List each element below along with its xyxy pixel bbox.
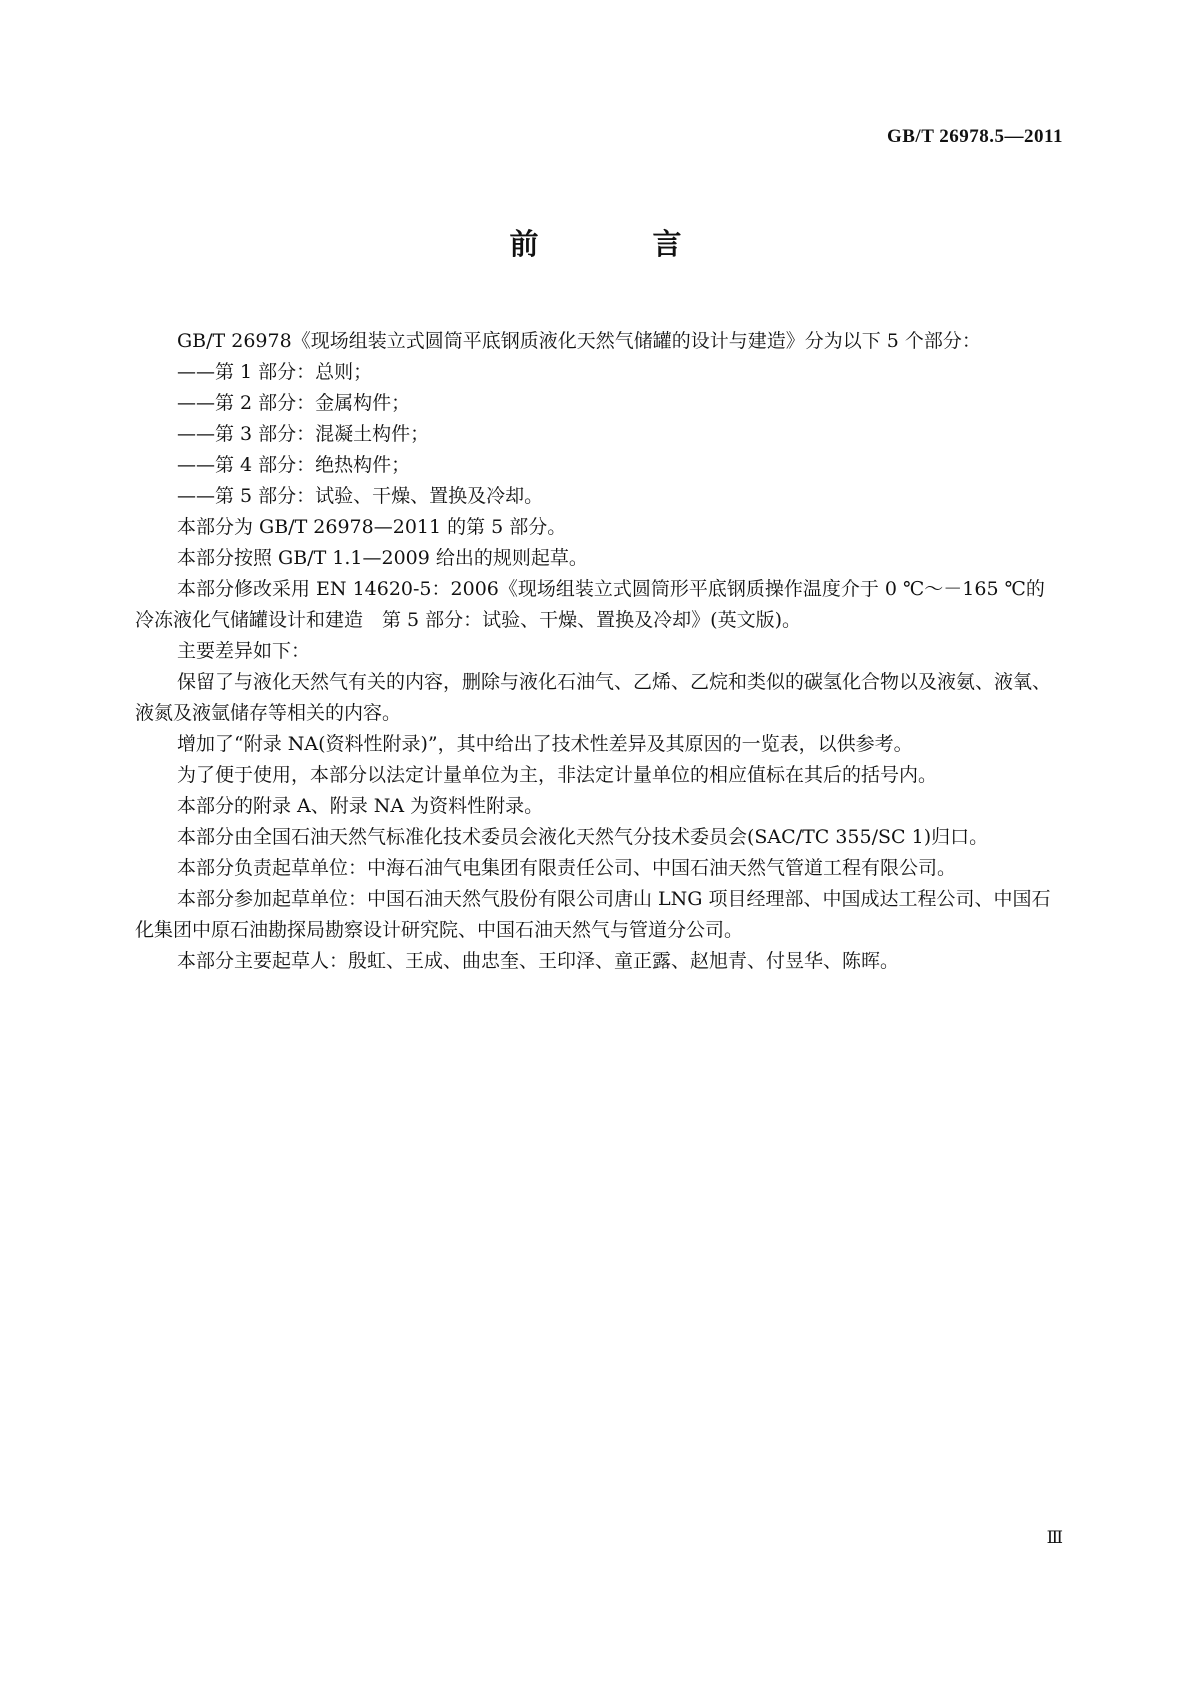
paragraph-part-statement: 本部分为 GB/T 26978—2011 的第 5 部分。	[177, 516, 567, 538]
paragraph-participating-units: 本部分参加起草单位：中国石油天然气股份有限公司唐山 LNG 项目经理部、中国成达工程公司、中国石化集团中原石油勘探局勘察设计研究院、中国石油天然气与管道分公司。	[135, 888, 1051, 941]
paragraph-intro: GB/T 26978《现场组装立式圆筒平底钢质液化天然气储罐的设计与建造》分为以下 5 个部分：	[177, 330, 981, 352]
paragraph-difference-1: 保留了与液化天然气有关的内容，删除与液化石油气、乙烯、乙烷和类似的碳氢化合物以及液氨、液氧、液氮及液氩储存等相关的内容。	[135, 671, 1052, 724]
paragraph-committee: 本部分由全国石油天然气标准化技术委员会液化天然气分技术委员会(SAC/TC 355/SC 1)归口。	[177, 826, 989, 848]
foreword-body	[135, 326, 1060, 977]
paragraph-units: 为了便于使用，本部分以法定计量单位为主，非法定计量单位的相应值标在其后的括号内。	[177, 764, 938, 786]
list-item-part-3: ——第 3 部分：混凝土构件；	[177, 423, 430, 445]
paragraph-drafters: 本部分主要起草人：殷虹、王成、曲忠奎、王印泽、童正露、赵旭青、付昱华、陈晖。	[177, 950, 900, 972]
list-item-part-5: ——第 5 部分：试验、干燥、置换及冷却。	[177, 485, 544, 507]
list-item-part-4: ——第 4 部分：绝热构件；	[177, 454, 411, 476]
paragraph-differences-heading: 主要差异如下：	[177, 640, 311, 662]
paragraph-difference-2: 增加了“附录 NA(资料性附录)”，其中给出了技术性差异及其原因的一览表，以供参考。	[177, 733, 913, 755]
paragraph-drafting-rules: 本部分按照 GB/T 1.1—2009 给出的规则起草。	[177, 547, 588, 569]
paragraph-adoption: 本部分修改采用 EN 14620-5：2006《现场组装立式圆筒形平底钢质操作温度介于 0 ℃～－165 ℃的冷冻液化气储罐设计和建造 第 5 部分：试验、干燥、置换及冷却》(英文版)。	[135, 578, 1045, 631]
standard-code: GB/T 26978.5—2011	[886, 126, 1063, 147]
list-item-part-1: ——第 1 部分：总则；	[177, 361, 373, 383]
paragraph-responsible-units: 本部分负责起草单位：中海石油气电集团有限责任公司、中国石油天然气管道工程有限公司。	[177, 857, 957, 879]
page-number: Ⅲ	[1046, 1528, 1063, 1547]
paragraph-annexes: 本部分的附录 A、附录 NA 为资料性附录。	[177, 795, 544, 817]
page-title: 前 言	[509, 227, 734, 261]
list-item-part-2: ——第 2 部分：金属构件；	[177, 392, 411, 414]
